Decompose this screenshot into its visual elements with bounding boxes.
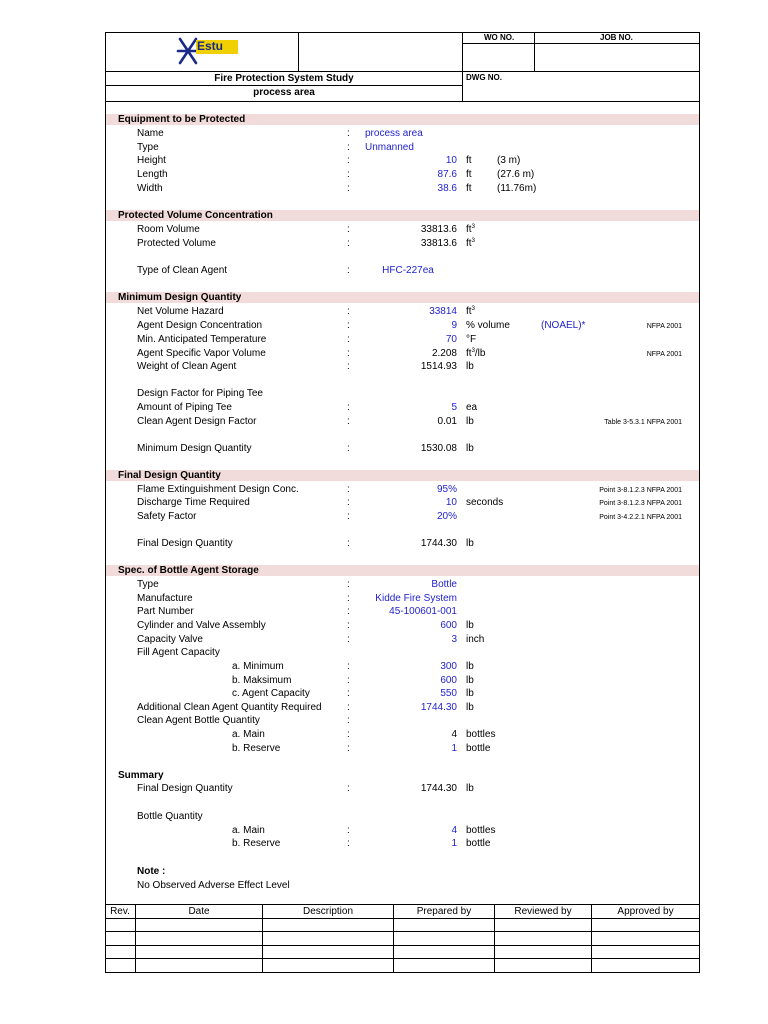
colon: :: [347, 593, 350, 604]
note-text: No Observed Adverse Effect Level: [137, 880, 290, 891]
colon: :: [347, 416, 350, 427]
dwg-no-label: DWG NO.: [466, 73, 502, 82]
height-label: Height: [137, 155, 166, 166]
cylinder-assembly-unit: lb: [466, 620, 474, 631]
height-metric: (3 m): [497, 155, 521, 166]
design-factor-label: Clean Agent Design Factor: [137, 416, 257, 427]
bottle-type-value: Bottle: [431, 579, 457, 590]
colon: :: [347, 675, 350, 686]
agent-capacity-value: 550: [440, 688, 457, 699]
bottle-quantity-label: Clean Agent Bottle Quantity: [137, 715, 260, 726]
colon: :: [347, 511, 350, 522]
job-no-label: JOB NO.: [600, 33, 633, 42]
flame-conc-value: 95%: [436, 484, 457, 495]
minimum-design-quantity-value: 1530.08: [420, 443, 457, 454]
discharge-time-unit: seconds: [466, 497, 504, 508]
vapor-volume-unit: $ft^3/lb$: [466, 348, 486, 359]
protected-volume-unit: $ft^3$: [466, 238, 475, 249]
document-title: Fire Protection System Study: [214, 73, 354, 84]
colon: :: [347, 715, 350, 726]
protected-volume-value: 33813.6: [420, 238, 457, 249]
document-subtitle: process area: [253, 87, 315, 98]
bottle-type-label: Type: [137, 579, 159, 590]
colon: :: [347, 183, 350, 194]
colon: :: [347, 348, 350, 359]
bottle-reserve-value: 1: [451, 743, 457, 754]
type-label: Type: [137, 142, 159, 153]
colon: :: [347, 783, 350, 794]
height-value: 10: [445, 155, 457, 166]
final-design-quantity-value: 1744.30: [420, 538, 457, 549]
vapor-volume-value: 2.208: [431, 348, 457, 359]
fill-minimum-value: 300: [440, 661, 457, 672]
colon: :: [347, 320, 350, 331]
fill-maksimum-value: 600: [440, 675, 457, 686]
bottle-main-unit: bottles: [466, 729, 496, 740]
note-title: Note :: [137, 866, 166, 877]
colon: :: [347, 579, 350, 590]
section-title-minimum: Minimum Design Quantity: [118, 292, 242, 303]
agent-capacity-unit: lb: [466, 688, 474, 699]
length-label: Length: [137, 169, 168, 180]
part-number-label: Part Number: [137, 606, 194, 617]
final-design-quantity-label: Final Design Quantity: [137, 538, 233, 549]
section-title-summary: Summary: [118, 770, 164, 781]
minimum-design-quantity-unit: lb: [466, 443, 474, 454]
additional-quantity-value: 1744.30: [420, 702, 457, 713]
additional-quantity-label: Additional Clean Agent Quantity Required: [137, 702, 322, 713]
concentration-value: 9: [451, 320, 457, 331]
colon: :: [347, 402, 350, 413]
fill-maksimum-label: b. Maksimum: [232, 675, 292, 686]
discharge-time-label: Discharge Time Required: [137, 497, 250, 508]
part-number-value: 45-100601-001: [389, 606, 457, 617]
height-unit: ft: [466, 155, 472, 166]
temperature-label: Min. Anticipated Temperature: [137, 334, 267, 345]
discharge-time-value: 10: [445, 497, 457, 508]
bottle-main-value: 4: [451, 729, 457, 740]
summary-main-value: 4: [451, 825, 457, 836]
bottle-reserve-label: b. Reserve: [232, 743, 281, 754]
reviewed-by-column-header: Reviewed by: [514, 906, 572, 917]
colon: :: [347, 729, 350, 740]
concentration-unit: % volume: [466, 320, 510, 331]
colon: :: [347, 838, 350, 849]
temperature-value: 70: [445, 334, 457, 345]
name-label: Name: [137, 128, 164, 139]
bottle-main-label: a. Main: [232, 729, 265, 740]
design-factor-value: 0.01: [437, 416, 457, 427]
width-value: 38.6: [437, 183, 457, 194]
flame-conc-label: Flame Extinguishment Design Conc.: [137, 484, 299, 495]
section-title-final: Final Design Quantity: [118, 470, 221, 481]
description-column-header: Description: [302, 906, 354, 917]
colon: :: [347, 661, 350, 672]
piping-tee-amount-value: 5: [451, 402, 457, 413]
agent-type-value: HFC-227ea: [382, 265, 434, 276]
concentration-ref: NFPA 2001: [646, 323, 682, 330]
company-logo: [176, 36, 240, 68]
summary-fdq-value: 1744.30: [420, 783, 457, 794]
colon: :: [347, 238, 350, 249]
section-title-equipment: Equipment to be Protected: [118, 114, 246, 125]
additional-quantity-unit: lb: [466, 702, 474, 713]
room-volume-value: 33813.6: [420, 224, 457, 235]
colon: :: [347, 443, 350, 454]
room-volume-unit: $ft^3$: [466, 224, 475, 235]
summary-main-label: a. Main: [232, 825, 265, 836]
summary-bottle-quantity-label: Bottle Quantity: [137, 811, 203, 822]
colon: :: [347, 265, 350, 276]
net-volume-value: 33814: [429, 306, 457, 317]
colon: :: [347, 224, 350, 235]
length-value: 87.6: [437, 169, 457, 180]
weight-label: Weight of Clean Agent: [137, 361, 237, 372]
vapor-volume-ref: NFPA 2001: [646, 351, 682, 358]
colon: :: [347, 142, 350, 153]
net-volume-unit: $ft^3$: [466, 306, 475, 317]
safety-factor-ref: Point 3-4.2.2.1 NFPA 2001: [599, 514, 682, 521]
width-unit: ft: [466, 183, 472, 194]
temperature-unit: °F: [466, 334, 477, 345]
length-unit: ft: [466, 169, 472, 180]
vapor-volume-label: Agent Specific Vapor Volume: [137, 348, 266, 359]
final-design-quantity-unit: lb: [466, 538, 474, 549]
type-value: Unmanned: [365, 142, 414, 153]
colon: :: [347, 306, 350, 317]
summary-reserve-value: 1: [451, 838, 457, 849]
net-volume-label: Net Volume Hazard: [137, 306, 224, 317]
discharge-time-ref: Point 3-8.1.2.3 NFPA 2001: [599, 500, 682, 507]
weight-unit: lb: [466, 361, 474, 372]
bottle-reserve-unit: bottle: [466, 743, 491, 754]
prepared-by-column-header: Prepared by: [416, 906, 472, 917]
colon: :: [347, 497, 350, 508]
agent-capacity-label: c. Agent Capacity: [232, 688, 310, 699]
rev-column-header: Rev.: [110, 906, 130, 917]
wo-no-label: WO NO.: [484, 33, 515, 42]
minimum-design-quantity-label: Minimum Design Quantity: [137, 443, 252, 454]
room-volume-label: Room Volume: [137, 224, 200, 235]
safety-factor-label: Safety Factor: [137, 511, 197, 522]
piping-tee-amount-label: Amount of Piping Tee: [137, 402, 232, 413]
colon: :: [347, 361, 350, 372]
capacity-valve-value: 3: [451, 634, 457, 645]
summary-fdq-label: Final Design Quantity: [137, 783, 233, 794]
piping-tee-factor-label: Design Factor for Piping Tee: [137, 388, 263, 399]
capacity-valve-unit: inch: [466, 634, 485, 645]
manufacture-label: Manufacture: [137, 593, 193, 604]
design-factor-unit: lb: [466, 416, 474, 427]
capacity-valve-label: Capacity Valve: [137, 634, 203, 645]
colon: :: [347, 606, 350, 617]
colon: :: [347, 538, 350, 549]
width-label: Width: [137, 183, 163, 194]
concentration-label: Agent Design Concentration: [137, 320, 263, 331]
piping-tee-amount-unit: ea: [466, 402, 478, 413]
colon: :: [347, 169, 350, 180]
summary-fdq-unit: lb: [466, 783, 474, 794]
colon: :: [347, 620, 350, 631]
colon: :: [347, 484, 350, 495]
fill-minimum-unit: lb: [466, 661, 474, 672]
agent-type-label: Type of Clean Agent: [137, 265, 228, 276]
design-factor-ref: Table 3-5.3.1 NFPA 2001: [604, 419, 682, 426]
fill-capacity-label: Fill Agent Capacity: [137, 647, 220, 658]
colon: :: [347, 634, 350, 645]
name-value: process area: [365, 128, 423, 139]
summary-main-unit: bottles: [466, 825, 496, 836]
safety-factor-value: 20%: [436, 511, 457, 522]
logo-text: Estu: [197, 39, 224, 53]
summary-reserve-label: b. Reserve: [232, 838, 281, 849]
cylinder-assembly-label: Cylinder and Valve Assembly: [137, 620, 266, 631]
colon: :: [347, 825, 350, 836]
protected-volume-label: Protected Volume: [137, 238, 216, 249]
fill-minimum-label: a. Minimum: [232, 661, 284, 672]
colon: :: [347, 702, 350, 713]
fill-maksimum-unit: lb: [466, 675, 474, 686]
colon: :: [347, 128, 350, 139]
noael-note: (NOAEL)*: [541, 320, 586, 331]
date-column-header: Date: [188, 906, 210, 917]
flame-conc-ref: Point 3-8.1.2.3 NFPA 2001: [599, 487, 682, 494]
approved-by-column-header: Approved by: [617, 906, 674, 917]
length-metric: (27.6 m): [497, 169, 535, 180]
cylinder-assembly-value: 600: [440, 620, 457, 631]
colon: :: [347, 743, 350, 754]
weight-value: 1514.93: [420, 361, 457, 372]
section-title-storage: Spec. of Bottle Agent Storage: [118, 565, 259, 576]
width-metric: (11.76m): [497, 183, 537, 194]
section-title-volume: Protected Volume Concentration: [118, 210, 273, 221]
manufacture-value: Kidde Fire System: [375, 593, 457, 604]
colon: :: [347, 334, 350, 345]
colon: :: [347, 688, 350, 699]
colon: :: [347, 155, 350, 166]
summary-reserve-unit: bottle: [466, 838, 491, 849]
